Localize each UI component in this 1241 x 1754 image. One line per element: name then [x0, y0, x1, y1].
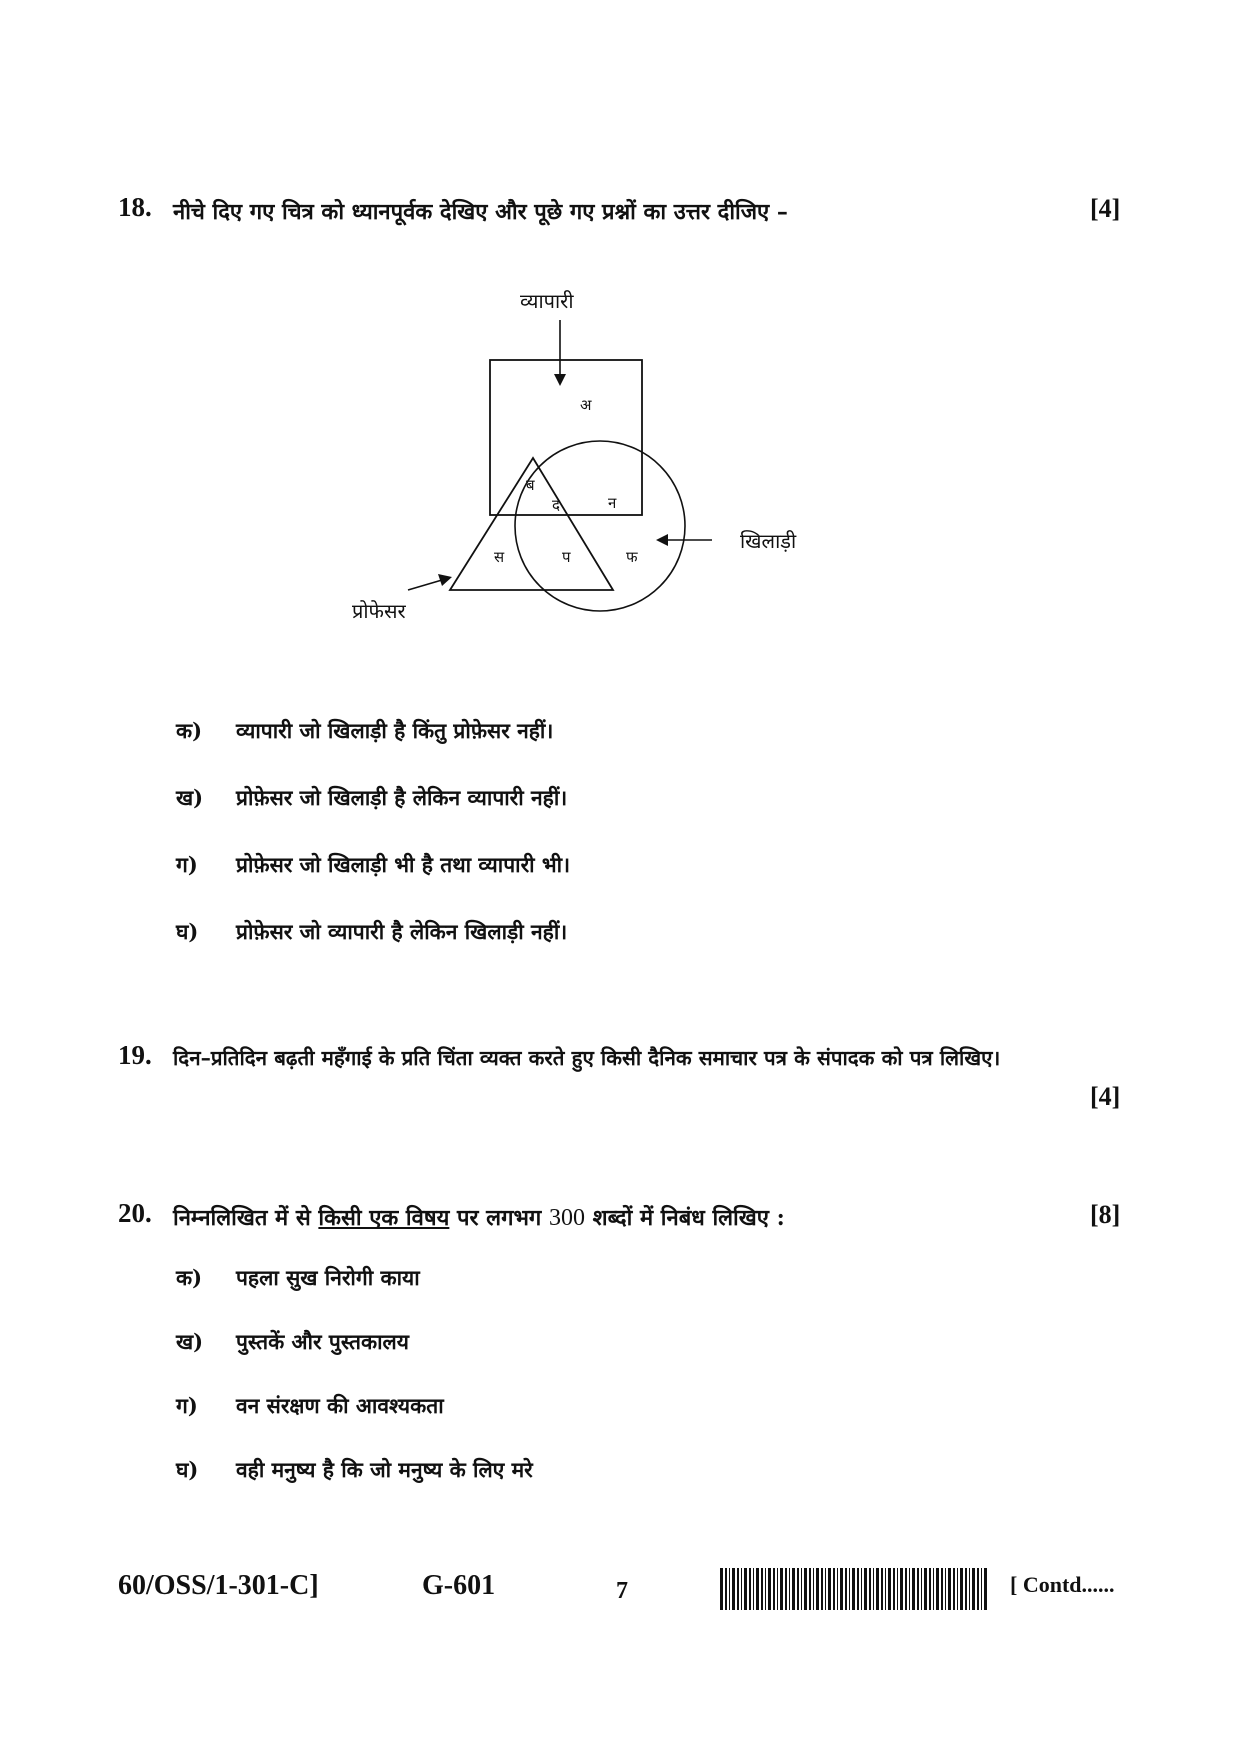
barcode-bar	[897, 1568, 898, 1610]
barcode-bar	[840, 1568, 843, 1610]
q20-option-1-text: पहला सुख निरोगी काया	[236, 1265, 420, 1290]
professor-arrowhead	[438, 574, 452, 586]
barcode-bar	[813, 1568, 814, 1610]
barcode-bar	[933, 1568, 934, 1610]
barcode-bar	[809, 1568, 811, 1610]
barcode-bar	[777, 1568, 778, 1610]
region-n: न	[608, 494, 617, 512]
q20-option-4-text: वही मनुष्य है कि जो मनुष्य के लिए मरे	[236, 1457, 533, 1482]
footer-series: G-601	[422, 1570, 496, 1601]
barcode-bar	[957, 1568, 958, 1610]
barcode-bar	[756, 1568, 759, 1610]
barcode-bar	[924, 1568, 927, 1610]
barcode-bar	[780, 1568, 783, 1610]
q18-option-2-label: ख)	[176, 785, 204, 810]
q19-text: दिन–प्रतिदिन बढ़ती महँगाई के प्रति चिंता व्यक्त करते हुए किसी दैनिक समाचार पत्र के संपादक को पत्र लिखिए।	[173, 1046, 1001, 1070]
barcode-bar	[732, 1568, 735, 1610]
q18-option-3-text: प्रोफ़ेसर जो खिलाड़ी भी है तथा व्यापारी भी।	[236, 852, 571, 877]
barcode-bar	[936, 1568, 939, 1610]
professor-label: प्रोफेसर	[352, 599, 406, 623]
barcode-bar	[768, 1568, 771, 1610]
barcode-bar	[773, 1568, 775, 1610]
q20-option-3-text: वन संरक्षण की आवश्यकता	[236, 1393, 444, 1418]
q20-option-4-label: घ)	[176, 1457, 199, 1482]
region-s: स	[494, 548, 505, 566]
barcode-bar	[969, 1568, 970, 1610]
barcode-bar	[965, 1568, 967, 1610]
barcode-bar	[749, 1568, 751, 1610]
barcode-bar	[729, 1568, 730, 1610]
barcode-bar	[765, 1568, 766, 1610]
region-b: ब	[526, 476, 535, 494]
barcode-bar	[981, 1568, 982, 1610]
barcode-bar	[861, 1568, 862, 1610]
q20-text-before: निम्नलिखित में से	[173, 1205, 319, 1231]
barcode-bar	[984, 1568, 987, 1610]
region-p: प	[562, 548, 571, 566]
q18-option-3-label: ग)	[176, 852, 198, 877]
barcode-bar	[912, 1568, 915, 1610]
q18-text: नीचे दिए गए चित्र को ध्यानपूर्वक देखिए और पूछे गए प्रश्नों का उत्तर दीजिए –	[173, 199, 788, 225]
q18-option-2-text: प्रोफ़ेसर जो खिलाड़ी है लेकिन व्यापारी नहीं।	[236, 785, 568, 810]
barcode-bar	[753, 1568, 754, 1610]
barcode-bar	[816, 1568, 819, 1610]
barcode-bar	[801, 1568, 802, 1610]
footer-paper-code: 60/OSS/1-301-C]	[118, 1570, 319, 1601]
q20-word-count: 300	[548, 1205, 585, 1231]
footer-contd: [ Contd......	[1010, 1572, 1115, 1597]
barcode-bar	[849, 1568, 850, 1610]
barcode-bar	[792, 1568, 795, 1610]
barcode-bar	[797, 1568, 799, 1610]
barcode-bar	[948, 1568, 951, 1610]
barcode-bar	[881, 1568, 883, 1610]
region-a: अ	[580, 396, 592, 414]
barcode-bar	[821, 1568, 823, 1610]
q19-marks: [4]	[1090, 1082, 1121, 1111]
barcode-bar	[845, 1568, 847, 1610]
q20-text	[173, 1202, 785, 1232]
q20-text-after: शब्दों में निबंध लिखिए :	[584, 1205, 785, 1231]
barcode-bar	[921, 1568, 922, 1610]
q20-number: 20.	[118, 1198, 152, 1228]
barcode-bar	[837, 1568, 838, 1610]
barcode-bar	[789, 1568, 790, 1610]
barcode-bar	[885, 1568, 886, 1610]
barcode-bar	[869, 1568, 871, 1610]
barcode-bar	[785, 1568, 787, 1610]
q20-option-3-label: ग)	[176, 1393, 198, 1418]
q18-option-1-text: व्यापारी जो खिलाड़ी है किंतु प्रोफ़ेसर नहीं।	[236, 718, 554, 743]
q18-option-1-label: क)	[176, 718, 203, 743]
q20-text-middle: पर लगभग	[449, 1205, 549, 1231]
q20-option-2-text: पुस्तकें और पुस्तकालय	[236, 1329, 409, 1354]
barcode-bar	[972, 1568, 975, 1610]
player-circle	[515, 441, 685, 611]
barcode-bar	[761, 1568, 763, 1610]
barcode-bar	[825, 1568, 826, 1610]
barcode-bar	[725, 1568, 727, 1610]
region-ph: फ	[626, 548, 638, 566]
player-label: खिलाड़ी	[740, 529, 797, 553]
barcode-bar	[864, 1568, 867, 1610]
q18-option-4-label: घ)	[176, 919, 199, 944]
barcode-bar	[909, 1568, 910, 1610]
q20-text-underlined: किसी एक विषय	[318, 1205, 450, 1231]
barcode-bar	[960, 1568, 963, 1610]
player-arrowhead	[656, 534, 668, 546]
barcode-bar	[828, 1568, 831, 1610]
barcode-bar	[833, 1568, 835, 1610]
barcode-bar	[857, 1568, 859, 1610]
barcode-bar	[917, 1568, 919, 1610]
barcode-bar	[905, 1568, 907, 1610]
q18-marks: [4]	[1090, 194, 1121, 223]
q18-number: 18.	[118, 192, 152, 222]
barcode-bar	[953, 1568, 955, 1610]
venn-diagram	[330, 280, 850, 640]
q20-option-1-label: क)	[176, 1265, 203, 1290]
barcode-bar	[804, 1568, 807, 1610]
barcode-bar	[741, 1568, 742, 1610]
barcode-bar	[852, 1568, 855, 1610]
region-d: द	[552, 496, 560, 514]
trader-arrowhead	[554, 374, 566, 386]
q19-number: 19.	[118, 1040, 152, 1070]
barcode	[720, 1568, 990, 1610]
barcode-bar	[720, 1568, 723, 1610]
barcode-bar	[929, 1568, 931, 1610]
q20-marks: [8]	[1090, 1200, 1121, 1229]
trader-label: व्यापारी	[520, 289, 574, 313]
barcode-bar	[873, 1568, 874, 1610]
q20-option-2-label: ख)	[176, 1329, 204, 1354]
footer-page-number: 7	[616, 1578, 628, 1604]
barcode-bar	[893, 1568, 895, 1610]
barcode-bar	[900, 1568, 903, 1610]
barcode-bar	[977, 1568, 979, 1610]
barcode-bar	[941, 1568, 943, 1610]
barcode-bar	[876, 1568, 879, 1610]
barcode-bar	[744, 1568, 747, 1610]
barcode-bar	[888, 1568, 891, 1610]
barcode-bar	[945, 1568, 946, 1610]
professor-arrow	[408, 580, 442, 590]
barcode-bar	[737, 1568, 739, 1610]
q18-option-4-text: प्रोफ़ेसर जो व्यापारी है लेकिन खिलाड़ी नहीं।	[236, 919, 568, 944]
